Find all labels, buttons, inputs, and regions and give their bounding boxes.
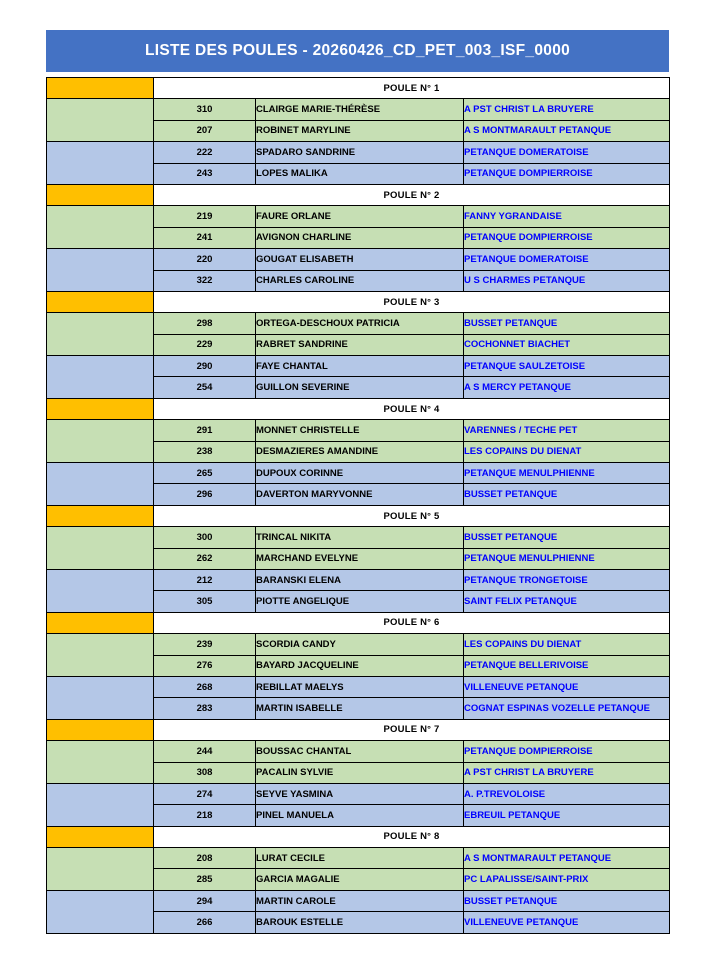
team-marker xyxy=(47,463,154,506)
player-number: 212 xyxy=(154,569,256,590)
player-number: 222 xyxy=(154,142,256,163)
player-number: 310 xyxy=(154,99,256,120)
player-number: 283 xyxy=(154,698,256,719)
player-name: BAROUK ESTELLE xyxy=(256,912,464,933)
player-name: LOPES MALIKA xyxy=(256,163,464,184)
table-row xyxy=(47,313,670,334)
poule-header-row xyxy=(47,291,670,312)
player-name: SEYVE YASMINA xyxy=(256,783,464,804)
table-row xyxy=(47,848,670,869)
player-club: PETANQUE TRONGETOISE xyxy=(464,569,670,590)
player-name: MONNET CHRISTELLE xyxy=(256,420,464,441)
poule-marker xyxy=(47,184,154,205)
poule-marker xyxy=(47,78,154,99)
player-number: 254 xyxy=(154,377,256,398)
table-row xyxy=(47,142,670,163)
player-number: 244 xyxy=(154,741,256,762)
player-club: PC LAPALISSE/SAINT-PRIX xyxy=(464,869,670,890)
player-number: 322 xyxy=(154,270,256,291)
player-club: PETANQUE DOMPIERROISE xyxy=(464,227,670,248)
player-name: BARANSKI ELENA xyxy=(256,569,464,590)
player-name: GARCIA MAGALIE xyxy=(256,869,464,890)
poule-label: POULE N° 7 xyxy=(154,719,670,740)
player-club: U S CHARMES PETANQUE xyxy=(464,270,670,291)
poule-header-row xyxy=(47,612,670,633)
player-club: LES COPAINS DU DIENAT xyxy=(464,441,670,462)
table-row xyxy=(47,356,670,377)
player-number: 238 xyxy=(154,441,256,462)
player-number: 305 xyxy=(154,591,256,612)
poule-marker xyxy=(47,826,154,847)
player-name: DAVERTON MARYVONNE xyxy=(256,484,464,505)
team-marker xyxy=(47,356,154,399)
player-club: COCHONNET BIACHET xyxy=(464,334,670,355)
player-name: MARTIN CAROLE xyxy=(256,890,464,911)
player-name: SPADARO SANDRINE xyxy=(256,142,464,163)
player-club: BUSSET PETANQUE xyxy=(464,313,670,334)
player-name: DESMAZIERES AMANDINE xyxy=(256,441,464,462)
player-name: TRINCAL NIKITA xyxy=(256,527,464,548)
player-number: 229 xyxy=(154,334,256,355)
player-name: GUILLON SEVERINE xyxy=(256,377,464,398)
player-name: FAURE ORLANE xyxy=(256,206,464,227)
player-number: 220 xyxy=(154,249,256,270)
player-name: PACALIN SYLVIE xyxy=(256,762,464,783)
table-row xyxy=(47,569,670,590)
page-title: LISTE DES POULES - 20260426_CD_PET_003_ISF_0000 xyxy=(46,30,669,72)
player-club: PETANQUE DOMPIERROISE xyxy=(464,741,670,762)
player-club: A PST CHRIST LA BRUYERE xyxy=(464,762,670,783)
player-club: FANNY YGRANDAISE xyxy=(464,206,670,227)
player-name: RABRET SANDRINE xyxy=(256,334,464,355)
player-number: 308 xyxy=(154,762,256,783)
player-club: PETANQUE MENULPHIENNE xyxy=(464,548,670,569)
table-row xyxy=(47,890,670,911)
team-marker xyxy=(47,848,154,891)
player-name: MARTIN ISABELLE xyxy=(256,698,464,719)
player-club: BUSSET PETANQUE xyxy=(464,484,670,505)
player-number: 285 xyxy=(154,869,256,890)
team-marker xyxy=(47,420,154,463)
team-marker xyxy=(47,890,154,933)
table-row xyxy=(47,249,670,270)
team-marker xyxy=(47,313,154,356)
team-marker xyxy=(47,99,154,142)
player-club: A S MONTMARAULT PETANQUE xyxy=(464,848,670,869)
team-marker xyxy=(47,741,154,784)
team-marker xyxy=(47,142,154,185)
table-row xyxy=(47,206,670,227)
player-club: PETANQUE SAULZETOISE xyxy=(464,356,670,377)
player-number: 219 xyxy=(154,206,256,227)
table-row xyxy=(47,527,670,548)
player-number: 265 xyxy=(154,463,256,484)
player-number: 208 xyxy=(154,848,256,869)
player-number: 239 xyxy=(154,634,256,655)
player-club: COGNAT ESPINAS VOZELLE PETANQUE xyxy=(464,698,670,719)
player-club: PETANQUE MENULPHIENNE xyxy=(464,463,670,484)
poule-header-row xyxy=(47,505,670,526)
player-number: 300 xyxy=(154,527,256,548)
player-number: 274 xyxy=(154,783,256,804)
player-name: AVIGNON CHARLINE xyxy=(256,227,464,248)
table-row xyxy=(47,783,670,804)
team-marker xyxy=(47,206,154,249)
team-marker xyxy=(47,527,154,570)
player-number: 291 xyxy=(154,420,256,441)
team-marker xyxy=(47,783,154,826)
player-club: LES COPAINS DU DIENAT xyxy=(464,634,670,655)
player-name: CLAIRGE MARIE-THÉRÈSE xyxy=(256,99,464,120)
player-name: BAYARD JACQUELINE xyxy=(256,655,464,676)
player-number: 296 xyxy=(154,484,256,505)
player-club: BUSSET PETANQUE xyxy=(464,890,670,911)
player-club: PETANQUE DOMPIERROISE xyxy=(464,163,670,184)
player-club: VILLENEUVE PETANQUE xyxy=(464,912,670,933)
poule-label: POULE N° 2 xyxy=(154,184,670,205)
player-name: MARCHAND EVELYNE xyxy=(256,548,464,569)
player-number: 276 xyxy=(154,655,256,676)
player-club: PETANQUE DOMERATOISE xyxy=(464,142,670,163)
player-club: A. P.TREVOLOISE xyxy=(464,783,670,804)
poule-marker xyxy=(47,612,154,633)
player-number: 207 xyxy=(154,120,256,141)
player-club: PETANQUE DOMERATOISE xyxy=(464,249,670,270)
player-club: A S MONTMARAULT PETANQUE xyxy=(464,120,670,141)
player-name: BOUSSAC CHANTAL xyxy=(256,741,464,762)
player-club: A S MERCY PETANQUE xyxy=(464,377,670,398)
poule-label: POULE N° 3 xyxy=(154,291,670,312)
poules-table xyxy=(46,77,670,934)
player-name: FAYE CHANTAL xyxy=(256,356,464,377)
poule-header-row xyxy=(47,78,670,99)
team-marker xyxy=(47,676,154,719)
player-number: 266 xyxy=(154,912,256,933)
player-name: PIOTTE ANGELIQUE xyxy=(256,591,464,612)
player-name: ROBINET MARYLINE xyxy=(256,120,464,141)
player-club: EBREUIL PETANQUE xyxy=(464,805,670,826)
player-name: PINEL MANUELA xyxy=(256,805,464,826)
poule-marker xyxy=(47,398,154,419)
poule-header-row xyxy=(47,826,670,847)
player-club: BUSSET PETANQUE xyxy=(464,527,670,548)
table-row xyxy=(47,463,670,484)
poule-label: POULE N° 6 xyxy=(154,612,670,633)
player-name: CHARLES CAROLINE xyxy=(256,270,464,291)
player-number: 243 xyxy=(154,163,256,184)
player-name: SCORDIA CANDY xyxy=(256,634,464,655)
team-marker xyxy=(47,634,154,677)
table-row xyxy=(47,420,670,441)
player-number: 218 xyxy=(154,805,256,826)
poules-table-body xyxy=(47,78,670,934)
player-name: ORTEGA-DESCHOUX PATRICIA xyxy=(256,313,464,334)
table-row xyxy=(47,741,670,762)
player-number: 294 xyxy=(154,890,256,911)
table-row xyxy=(47,634,670,655)
team-marker xyxy=(47,249,154,292)
poule-marker xyxy=(47,505,154,526)
player-name: REBILLAT MAELYS xyxy=(256,676,464,697)
poule-header-row xyxy=(47,398,670,419)
player-number: 290 xyxy=(154,356,256,377)
poule-marker xyxy=(47,719,154,740)
team-marker xyxy=(47,569,154,612)
player-name: GOUGAT ELISABETH xyxy=(256,249,464,270)
table-row xyxy=(47,99,670,120)
poule-header-row xyxy=(47,184,670,205)
player-club: A PST CHRIST LA BRUYERE xyxy=(464,99,670,120)
poule-marker xyxy=(47,291,154,312)
poules-sheet xyxy=(46,30,669,934)
player-number: 241 xyxy=(154,227,256,248)
player-club: VILLENEUVE PETANQUE xyxy=(464,676,670,697)
player-name: DUPOUX CORINNE xyxy=(256,463,464,484)
player-name: LURAT CECILE xyxy=(256,848,464,869)
poule-header-row xyxy=(47,719,670,740)
player-club: VARENNES / TECHE PET xyxy=(464,420,670,441)
player-number: 262 xyxy=(154,548,256,569)
player-number: 298 xyxy=(154,313,256,334)
player-club: PETANQUE BELLERIVOISE xyxy=(464,655,670,676)
poule-label: POULE N° 8 xyxy=(154,826,670,847)
table-row xyxy=(47,676,670,697)
poule-label: POULE N° 4 xyxy=(154,398,670,419)
poule-label: POULE N° 5 xyxy=(154,505,670,526)
player-number: 268 xyxy=(154,676,256,697)
player-club: SAINT FELIX PETANQUE xyxy=(464,591,670,612)
poule-label: POULE N° 1 xyxy=(154,78,670,99)
